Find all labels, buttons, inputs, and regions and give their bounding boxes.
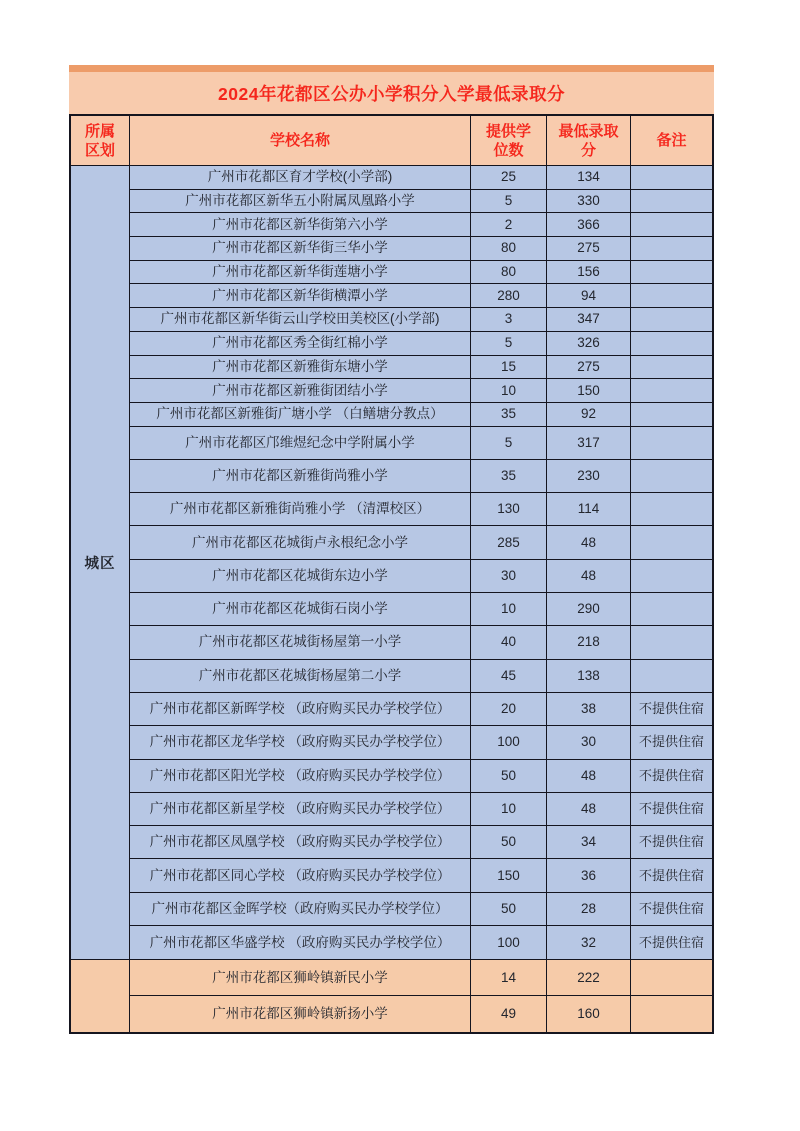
min-score-cell: 92 [547, 403, 631, 426]
seats-cell: 50 [471, 760, 547, 792]
seats-cell: 14 [471, 960, 547, 995]
min-score-cell: 38 [547, 693, 631, 725]
school-name-cell: 广州市花都区新华五小附属凤凰路小学 [130, 190, 471, 213]
min-score-cell: 160 [547, 996, 631, 1032]
table-row [130, 996, 712, 1032]
table-row [130, 760, 712, 793]
remark-cell [631, 213, 712, 236]
header-score-line1: 最低录取 [558, 122, 619, 140]
school-name-cell: 广州市花都区花城街石岗小学 [130, 593, 471, 625]
seats-cell: 2 [471, 213, 547, 236]
min-score-cell: 34 [547, 826, 631, 858]
school-name-cell: 广州市花都区新星学校 （政府购买民办学校学位） [130, 793, 471, 825]
school-name-cell: 广州市花都区新雅街尚雅小学 [130, 460, 471, 492]
min-score-cell: 326 [547, 332, 631, 355]
district-merged-cell: 城区 [71, 166, 130, 959]
school-name-cell: 广州市花都区龙华学校 （政府购买民办学校学位） [130, 726, 471, 758]
school-name-cell: 广州市花都区新华街第六小学 [130, 213, 471, 236]
remark-cell [631, 526, 712, 558]
table-row [130, 726, 712, 759]
seats-cell: 30 [471, 560, 547, 592]
table-row [130, 213, 712, 237]
remark-cell [631, 379, 712, 402]
remark-cell: 不提供住宿 [638, 867, 704, 883]
school-name-cell: 广州市花都区狮岭镇新扬小学 [130, 996, 471, 1032]
remark-cell [631, 593, 712, 625]
seats-cell: 285 [471, 526, 547, 558]
seats-cell: 100 [471, 726, 547, 758]
remark-cell [631, 237, 712, 260]
school-name-cell: 广州市花都区花城街杨屋第二小学 [130, 660, 471, 692]
school-name-cell: 广州市花都区新华街云山学校田美校区(小学部) [130, 308, 471, 331]
seats-cell: 50 [471, 826, 547, 858]
seats-cell: 10 [471, 793, 547, 825]
header-district-line1: 所属 [84, 122, 115, 140]
remark-cell [631, 560, 712, 592]
district-merged-cell [71, 960, 130, 1032]
title-bar [69, 72, 714, 114]
remark-cell [631, 284, 712, 307]
seats-cell: 3 [471, 308, 547, 331]
seats-cell: 5 [471, 332, 547, 355]
min-score-cell: 28 [547, 893, 631, 925]
header-remark [631, 116, 712, 165]
min-score-cell: 150 [547, 379, 631, 402]
remark-cell [631, 427, 712, 459]
header-seats [471, 116, 547, 165]
min-score-cell: 275 [547, 356, 631, 379]
school-name-cell: 广州市花都区新雅街尚雅小学 （清潭校区） [130, 493, 471, 525]
seats-cell: 35 [471, 403, 547, 426]
table-row [130, 626, 712, 659]
seats-cell: 150 [471, 859, 547, 891]
table-row [130, 926, 712, 959]
remark-cell [631, 960, 712, 995]
school-name-cell: 广州市花都区凤凰学校 （政府购买民办学校学位） [130, 826, 471, 858]
table-row [130, 403, 712, 427]
school-name-cell: 广州市花都区新晖学校 （政府购买民办学校学位） [130, 693, 471, 725]
min-score-cell: 30 [547, 726, 631, 758]
table-row [130, 308, 712, 332]
min-score-cell: 347 [547, 308, 631, 331]
school-name-cell: 广州市花都区新雅街团结小学 [130, 379, 471, 402]
min-score-cell: 48 [547, 760, 631, 792]
table-row [130, 793, 712, 826]
seats-cell: 35 [471, 460, 547, 492]
min-score-cell: 94 [547, 284, 631, 307]
remark-cell [631, 332, 712, 355]
header-min-score [547, 116, 631, 165]
remark-cell [631, 308, 712, 331]
table-row [130, 960, 712, 996]
school-name-cell: 广州市花都区新雅街广塘小学 （白鳝塘分教点） [130, 403, 471, 426]
table-row [130, 526, 712, 559]
table-row [130, 460, 712, 493]
min-score-cell: 290 [547, 593, 631, 625]
school-name-cell: 广州市花都区花城街杨屋第一小学 [130, 626, 471, 658]
seats-cell: 100 [471, 926, 547, 959]
remark-cell [631, 166, 712, 189]
min-score-cell: 48 [547, 526, 631, 558]
table-row [130, 166, 712, 190]
school-name-cell: 广州市花都区邝维煜纪念中学附属小学 [130, 427, 471, 459]
seats-cell: 15 [471, 356, 547, 379]
remark-cell: 不提供住宿 [638, 800, 704, 816]
section-rows [130, 166, 712, 959]
school-name-cell: 广州市花都区同心学校 （政府购买民办学校学位） [130, 859, 471, 891]
title-top-strip [69, 65, 714, 72]
remark-cell [631, 626, 712, 658]
min-score-cell: 32 [547, 926, 631, 959]
seats-cell: 49 [471, 996, 547, 1032]
remark-cell [631, 190, 712, 213]
remark-cell [631, 493, 712, 525]
remark-cell [631, 356, 712, 379]
table-body [71, 166, 712, 1032]
seats-cell: 5 [471, 190, 547, 213]
table-row [130, 660, 712, 693]
school-name-cell: 广州市花都区秀全街红棉小学 [130, 332, 471, 355]
school-name-cell: 广州市花都区新华街三华小学 [130, 237, 471, 260]
school-name-cell: 广州市花都区新华街横潭小学 [130, 284, 471, 307]
table-row [130, 237, 712, 261]
seats-cell: 50 [471, 893, 547, 925]
admission-score-table [69, 65, 714, 1034]
header-school-line1: 学校名称 [269, 132, 330, 149]
school-name-cell: 广州市花都区新雅街东塘小学 [130, 356, 471, 379]
remark-cell: 不提供住宿 [638, 900, 704, 916]
remark-cell [631, 660, 712, 692]
table-row [130, 560, 712, 593]
min-score-cell: 222 [547, 960, 631, 995]
school-name-cell: 广州市花都区阳光学校 （政府购买民办学校学位） [130, 760, 471, 792]
remark-cell [631, 996, 712, 1032]
remark-cell: 不提供住宿 [638, 934, 704, 950]
table-row [130, 693, 712, 726]
seats-cell: 10 [471, 593, 547, 625]
remark-cell: 不提供住宿 [638, 701, 704, 717]
header-district-line2: 区划 [84, 141, 115, 159]
school-name-cell: 广州市花都区花城街卢永根纪念小学 [130, 526, 471, 558]
table-row [130, 859, 712, 892]
min-score-cell: 134 [547, 166, 631, 189]
school-name-cell: 广州市花都区育才学校(小学部) [130, 166, 471, 189]
table-row [130, 379, 712, 403]
district-section [71, 166, 712, 960]
min-score-cell: 156 [547, 261, 631, 284]
min-score-cell: 218 [547, 626, 631, 658]
seats-cell: 130 [471, 493, 547, 525]
remark-cell: 不提供住宿 [638, 734, 704, 750]
seats-cell: 20 [471, 693, 547, 725]
header-school-name [130, 116, 471, 165]
min-score-cell: 36 [547, 859, 631, 891]
min-score-cell: 138 [547, 660, 631, 692]
table-row [130, 190, 712, 214]
min-score-cell: 366 [547, 213, 631, 236]
header-seats-line2: 位数 [493, 141, 524, 159]
seats-cell: 45 [471, 660, 547, 692]
table-row [130, 593, 712, 626]
table-row [130, 826, 712, 859]
table-header-row [71, 116, 712, 166]
min-score-cell: 230 [547, 460, 631, 492]
section-rows [130, 960, 712, 1032]
remark-cell [631, 403, 712, 426]
table-row [130, 493, 712, 526]
min-score-cell: 275 [547, 237, 631, 260]
table-row [130, 356, 712, 380]
table-row [130, 261, 712, 285]
school-name-cell: 广州市花都区华盛学校 （政府购买民办学校学位） [130, 926, 471, 959]
table-row [130, 284, 712, 308]
table-title: 2024年花都区公办小学积分入学最低录取分 [218, 83, 565, 104]
header-remark-line1: 备注 [656, 132, 687, 149]
table-row [130, 893, 712, 926]
header-seats-line1: 提供学 [485, 122, 531, 140]
score-table-grid [69, 114, 714, 1034]
school-name-cell: 广州市花都区花城街东边小学 [130, 560, 471, 592]
seats-cell: 80 [471, 261, 547, 284]
district-section [71, 960, 712, 1032]
seats-cell: 40 [471, 626, 547, 658]
min-score-cell: 114 [547, 493, 631, 525]
header-score-line2: 分 [580, 141, 596, 159]
table-row [130, 427, 712, 460]
min-score-cell: 317 [547, 427, 631, 459]
seats-cell: 25 [471, 166, 547, 189]
remark-cell: 不提供住宿 [638, 767, 704, 783]
school-name-cell: 广州市花都区新华街莲塘小学 [130, 261, 471, 284]
seats-cell: 10 [471, 379, 547, 402]
header-district [71, 116, 130, 165]
table-row [130, 332, 712, 356]
seats-cell: 280 [471, 284, 547, 307]
remark-cell [631, 460, 712, 492]
school-name-cell: 广州市花都区金晖学校（政府购买民办学校学位） [130, 893, 471, 925]
seats-cell: 80 [471, 237, 547, 260]
remark-cell: 不提供住宿 [638, 834, 704, 850]
seats-cell: 5 [471, 427, 547, 459]
min-score-cell: 48 [547, 793, 631, 825]
min-score-cell: 48 [547, 560, 631, 592]
min-score-cell: 330 [547, 190, 631, 213]
remark-cell [631, 261, 712, 284]
school-name-cell: 广州市花都区狮岭镇新民小学 [130, 960, 471, 995]
